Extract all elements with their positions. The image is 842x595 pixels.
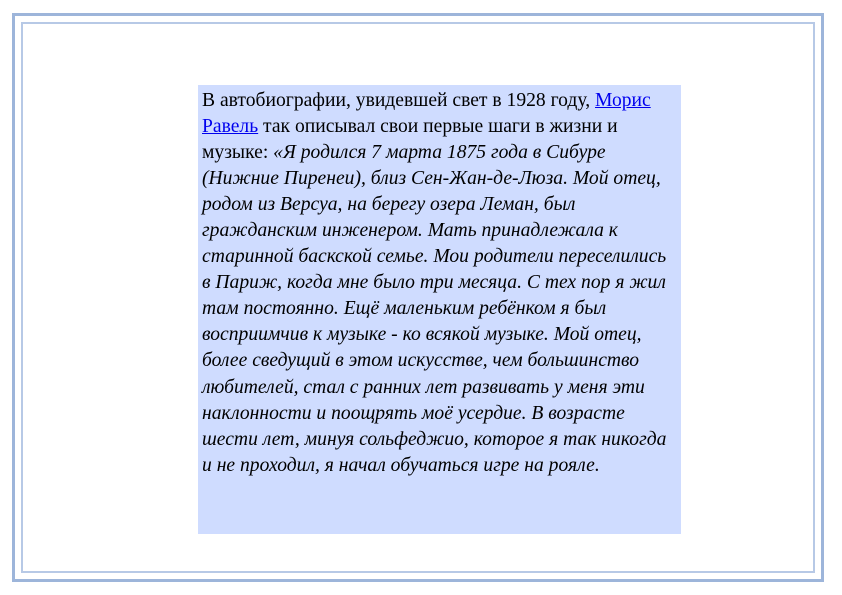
autobiography-quote: «Я родился 7 марта 1875 года в Сибуре (Нижние Пиренеи), близ Сен-Жан-де-Люза. Мой отец, родом из Версуа, на берегу озера Леман, был гражданским инженером. Мать принадлежала к старинной баскской семье. Мои родители переселились в Париж, когда мне было три месяца. С тех пор я жил там постоянно. Ещё маленьким ребёнком я был восприимчив к музыке - ко всякой музыке. Мой отец, более сведущий в этом искусстве, чем большинство любителей, стал с ранних лет развивать у меня эти наклонности и поощрять моё усердие. В возрасте шести лет, минуя сольфеджио, которое я так никогда и не проходил, я начал обучаться игре на рояле. — [202, 142, 667, 476]
biography-text-box — [198, 85, 681, 534]
intro-continuation-text: так описывал свои первые шаги в жизни и музыке: — [202, 116, 618, 164]
maurice-ravel-link[interactable]: Морис Равель — [202, 90, 651, 138]
biography-paragraph — [202, 88, 673, 479]
intro-text: В автобиографии, увидевшей свет в 1928 году, — [202, 90, 596, 111]
